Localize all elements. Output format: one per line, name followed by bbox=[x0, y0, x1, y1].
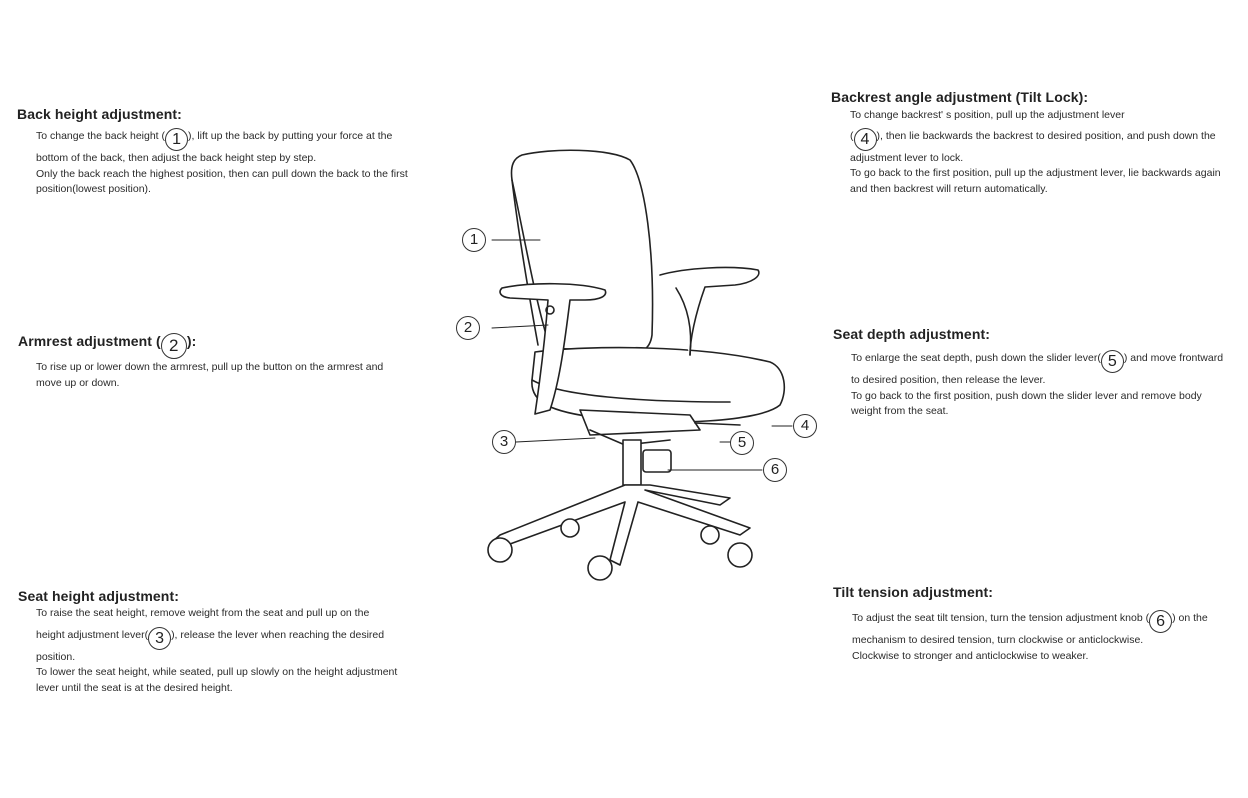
callout-6: 6 bbox=[763, 458, 787, 482]
marker-5: 5 bbox=[1101, 350, 1124, 373]
section-armrest bbox=[18, 333, 408, 391]
callout-5: 5 bbox=[730, 431, 754, 455]
section-seat-depth bbox=[833, 326, 1228, 420]
callout-3: 3 bbox=[492, 430, 516, 454]
armrest-title: Armrest adjustment ( 2 ): bbox=[18, 333, 408, 359]
marker-6: 6 bbox=[1149, 610, 1172, 633]
backrest-angle-title: Backrest angle adjustment (Tilt Lock): bbox=[831, 89, 1089, 105]
seat-depth-title: Seat depth adjustment: bbox=[833, 326, 990, 342]
chair-diagram bbox=[440, 140, 830, 600]
armrest-text: To rise up or lower down the armrest, pull up the button on the armrest and move up or down. bbox=[36, 361, 384, 389]
marker-2: 2 bbox=[161, 333, 187, 359]
chair-drawing bbox=[440, 140, 830, 600]
callout-4: 4 bbox=[793, 414, 817, 438]
marker-1: 1 bbox=[165, 128, 188, 151]
marker-3: 3 bbox=[148, 627, 171, 650]
back-height-text: To change the back height ( 1 ), lift up the back by putting your force at the bottom of the back, then adjust the back height step by step. Only the back reach the highest position, then can pull down the back to the first position(lowest position). bbox=[36, 130, 408, 195]
section-back-height bbox=[17, 106, 417, 198]
callout-1: 1 bbox=[462, 228, 486, 252]
tilt-tension-title: Tilt tension adjustment: bbox=[833, 584, 994, 600]
seat-height-title: Seat height adjustment: bbox=[18, 588, 179, 604]
back-height-title: Back height adjustment: bbox=[17, 106, 182, 122]
tilt-tension-text: To adjust the seat tilt tension, turn the tension adjustment knob ( 6 ) on the mechanism to desired tension, turn clockwise or anticlockwise. Clockwise to stronger and anticlockwise to weaker. bbox=[852, 612, 1208, 662]
backrest-angle-text: To change backrest' s position, pull up the adjustment lever ( 4 ), then lie backwards the backrest to desired position, and push down the adjustment lever to lock. To go back to the first position, pull up the adjustment lever, lie backwards again and then backrest will return automatically. bbox=[850, 109, 1221, 195]
section-tilt-tension bbox=[833, 584, 1238, 664]
callout-2: 2 bbox=[456, 316, 480, 340]
section-backrest-angle bbox=[831, 89, 1236, 197]
marker-4: 4 bbox=[854, 128, 877, 151]
seat-depth-text: To enlarge the seat depth, push down the slider lever( 5 ) and move frontward to desired position, then release the lever. To go back to the first position, push down the slider lever and remove body weight from the seat. bbox=[851, 352, 1224, 417]
seat-height-text: To raise the seat height, remove weight from the seat and pull up on the height adjustment lever( 3 ), release the lever when reaching the desired position. To lower the seat height, while seated, pull up slowly on the height adjustment lever until the seat is at the desired height. bbox=[36, 607, 398, 694]
section-seat-height bbox=[18, 588, 418, 696]
